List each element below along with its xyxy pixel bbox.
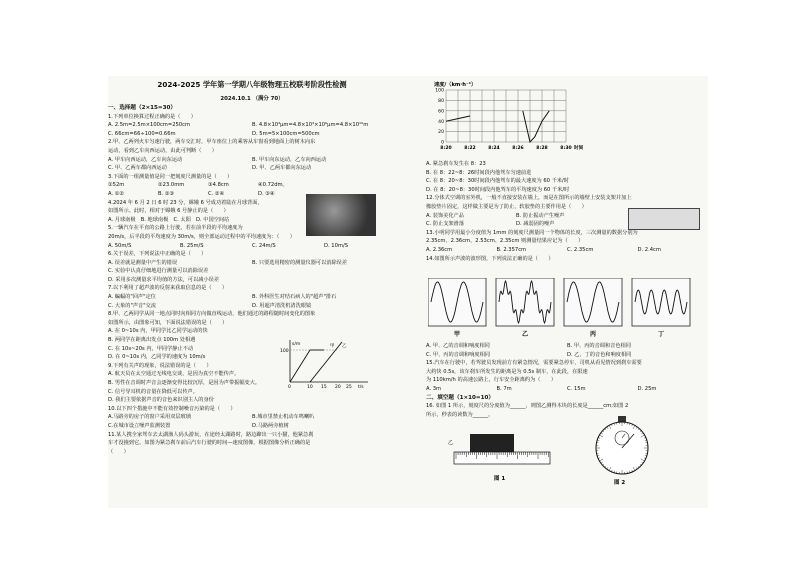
- question-16: 16. 如图 1 所示，刻度尺的分度值为______，则图乙测得木块的长度是______cm;如图 2: [426, 403, 629, 410]
- question-7: 7.以下利用了超声波的反射来获取信息的是（ ）: [108, 285, 228, 292]
- y-tick: 100: [280, 349, 289, 354]
- question-8: 8.甲、乙两同学从同一地点同时向相同方向做直线运动，他们通过的路程随时间变化的图象: [108, 311, 316, 318]
- series-yi-line: [310, 342, 342, 382]
- option: C. ②④: [208, 190, 225, 197]
- item: ④0.72dm。: [258, 182, 288, 189]
- y-tick-label: 60: [438, 109, 444, 115]
- option: C. 66cm=66÷100=0.66m: [108, 130, 176, 137]
- option: B. 两同学在距离出发点 100m 处相遇: [108, 337, 196, 344]
- option: C. 大象的"声音"交流: [108, 302, 157, 309]
- question-13-options: [426, 246, 708, 255]
- option: C. 在 8：20~8：30时间段内他驾车的最大速度为 60 千米/时: [426, 178, 569, 185]
- option: B. 4.8×10⁴μm=4.8×10⁴×10⁶μm=4.8×10¹⁰m: [252, 122, 369, 129]
- option: C. 防止支架滑落: [426, 221, 465, 228]
- waveform-figures: [428, 278, 698, 340]
- option: C.在城市设立噪声监测装置: [108, 422, 171, 429]
- option: B. 男性在音调时声音会逐渐变得比较沉厚，是因为声带振幅变大。: [108, 380, 261, 386]
- question-11: 11.某人携全家驾车去太湖渔人码头游玩，在途经太湖路时，路边蹿出一只小猫，他紧急刹: [108, 431, 314, 438]
- exam-sheet: [108, 76, 708, 508]
- option: B. 在 8：22~8：26时间段内他驾车匀速前进: [426, 169, 532, 176]
- question-8-cont: 如图所示，由图象可知，下面说法错误的是（ ）: [108, 319, 228, 326]
- left-column: [108, 104, 396, 456]
- section-heading: 一、选择题（2×15=30）: [108, 105, 176, 111]
- option: A. 航天员在太空通过无线电交谈，是因为真空不能传声。: [108, 371, 240, 378]
- option: A. 2.5m=2.5m×100cm=250cm: [108, 122, 191, 129]
- stopwatch-figure: [582, 414, 662, 486]
- question-12: 12.分体式空调的室外机，一般不直接安装在墙上，而是在图所示的墙壁上安装支架并加上: [426, 195, 632, 202]
- waveform-label: 甲: [453, 331, 461, 338]
- figure-2-caption: 图 2: [614, 480, 626, 486]
- option: A. 蝙蝠的"回声"定位: [108, 294, 156, 301]
- option: B. 7m: [496, 385, 512, 392]
- option: D.马路两旁植树: [252, 422, 289, 429]
- option: D. 用超声清洗机清洗眼镜: [252, 302, 312, 309]
- x-tick-label: 8:30: [560, 146, 572, 151]
- question-4: 4.2024 年 6 月 2 日 6 时 23 分，嫦娥 6 号成功着陆在月球背面，: [108, 199, 263, 206]
- question-4-options: A. 月球南极 B. 地球南极 C. 太阳 D. 中国空间站: [108, 216, 230, 223]
- option: D. 5m=5×100cm=500cm: [252, 130, 320, 137]
- question-13-cont: 2.35cm、2.36cm、2.53cm、2.35cm 则测量结果应记为（ ）: [426, 238, 584, 245]
- chart-title: 速度/（km·h⁻¹）: [434, 82, 477, 88]
- question-5: 5.一辆汽车在平直的公路上行驶，若在前半段的平均速度为: [108, 225, 243, 232]
- distance-time-graph: [280, 338, 372, 388]
- x-axis-suffix: 时间: [574, 146, 584, 151]
- question-2-options: [108, 156, 396, 165]
- question-15-cont: 为 110km/h 的高速公路上，行车安全距离约为（ ）: [426, 377, 557, 384]
- item: ①52m: [108, 182, 125, 189]
- y-axis-label: s/m: [292, 342, 301, 347]
- y-tick-label: 0: [441, 140, 444, 146]
- question-6-options: [108, 259, 396, 268]
- y-tick-label: 80: [438, 99, 444, 104]
- option: C. 24m/S: [252, 242, 276, 249]
- x-tick-label: 8:26: [512, 146, 524, 151]
- option: B. 甲、丙的音调和音色相同: [567, 343, 631, 349]
- x-tick: 15: [321, 385, 327, 388]
- question-1-options: [108, 121, 396, 130]
- x-tick-label: 8:28: [536, 146, 548, 151]
- question-5-options: [108, 242, 396, 251]
- question-13: 13.小明同学用最小分度值为 1mm 的刻度尺测量同一个物体的长度，三次测量的数据分别为: [426, 229, 638, 236]
- option: D. 在 0~10s 内，乙同学的速度为 10m/s: [108, 354, 206, 361]
- question-11-cont: 车才没撞到它。如图为紧急刹车前后汽车行驶的时间—速度图像，根据图像分析正确的是: [108, 440, 311, 447]
- x-tick-label: 8:20: [440, 146, 452, 151]
- x-axis-label: t/s: [358, 385, 364, 388]
- question-10-options: [108, 422, 396, 431]
- option: C. 在 10s~20s 内，甲同学静止不动: [108, 345, 194, 352]
- x-tick-label: 8:24: [488, 146, 500, 151]
- option: A. 紧急刹车发生在 8：23: [426, 161, 486, 167]
- waveform-label: 乙: [521, 331, 529, 338]
- item: ②23.0mm: [158, 182, 185, 189]
- option: C. 实验中认真仔细地进行测量可以消除误差: [108, 268, 209, 275]
- option: C. 信号导耳机的音量在降低可以传声。: [108, 388, 198, 395]
- option: D. 10m/S: [324, 242, 348, 249]
- series-jia-rise: [290, 350, 310, 382]
- question-7-options: [108, 293, 396, 302]
- question-1-options: [108, 130, 396, 139]
- option: D. 甲、乙两车都向东运动: [252, 165, 312, 172]
- option: B. 外科医生对结石病人的"超声"排石: [252, 294, 337, 301]
- chart-series: [446, 111, 549, 142]
- option: B. 2.357cm: [496, 246, 527, 253]
- question-5-cont: 20m/s，后半段的平均速度为 30m/s，则全部运动过程中的平均速度为：（ ）: [108, 233, 295, 240]
- series-line: [523, 111, 549, 142]
- option: D. ③④: [258, 190, 275, 197]
- section-heading: 二、填空题（1×10=10）: [426, 394, 494, 401]
- air-conditioner-bracket-figure: [628, 208, 700, 230]
- question-4-cont: 如图所示。此时，相对于嫦娥 6 号静止的是（ ）: [108, 208, 229, 215]
- lunar-landing-photo: [306, 194, 376, 236]
- y-tick-label: 100: [435, 88, 444, 94]
- question-12-options: [426, 220, 606, 229]
- option: A. 2.36cm: [426, 246, 453, 253]
- chart-tick-labels: [435, 88, 583, 151]
- option: B.城市里禁止机动车鸣喇叭: [252, 414, 315, 421]
- page-subtitle: 2024.10.1 （满分 70）: [220, 96, 284, 102]
- option: B. 25m/S: [180, 242, 204, 249]
- x-tick: 25: [346, 385, 352, 388]
- option: B. 只要选用精密的测量仪器可以消除误差: [252, 259, 348, 266]
- waveform-label: 丙: [589, 331, 597, 338]
- option: D. 减弱固的噪声: [516, 221, 555, 228]
- option: D. 在 8：20~8：30时间段内他驾车的平均速度为 60 千米/时: [426, 186, 570, 193]
- question-1: 1.下列单位换算过程正确的是（ ）: [108, 113, 196, 120]
- right-column-lower: [426, 342, 708, 419]
- option: A. ①②: [108, 190, 125, 197]
- option: D. 2.4cm: [637, 246, 661, 253]
- x-tick: 20: [335, 385, 341, 388]
- x-tick: 10: [307, 385, 313, 388]
- wooden-block: [470, 434, 514, 452]
- option: A.马路旁的房子的窗户采用双层玻璃: [108, 414, 191, 421]
- option: B. ②③: [158, 190, 175, 197]
- series-label-yi: 乙: [342, 344, 347, 349]
- question-2-cont: 运动，看到乙车向西运动，由此可判断（ ）: [108, 147, 217, 154]
- question-3-options: [108, 190, 308, 199]
- question-7-options: [108, 302, 396, 311]
- ruler-label: 乙: [448, 440, 454, 446]
- question-16-cont: 所示，秒表的读数为______。: [426, 411, 494, 418]
- option: B. 甲车向东运动，乙车向西运动: [252, 156, 327, 163]
- question-3: 3.下面的一组测量值是同一把刻度尺测量的是（ ）: [108, 173, 233, 180]
- speed-time-chart: [426, 78, 586, 158]
- waveform-label: 丁: [657, 331, 665, 338]
- ruler-figure: [448, 424, 558, 484]
- option: A. 甲车向西运动，乙车向东运动: [108, 156, 183, 163]
- question-2-options: [108, 164, 396, 173]
- question-14-options: [426, 342, 708, 351]
- option: A. 在 0~10s 内，甲同学比乙同学运动的快: [108, 328, 208, 335]
- question-2: 2.甲、乙两列火车匀速行驶，两车交汇时，甲车座位上的乘客从车窗看到地面上的树木向东: [108, 139, 316, 146]
- question-15: 15.汽车在行驶中，若驾驶员发现前方有紧急情况，需要紧急停车，司机从看见情况到刹车需要: [426, 360, 642, 367]
- option: A. 3m: [426, 385, 442, 392]
- y-tick-label: 40: [438, 119, 444, 125]
- series-label-jia: 甲: [330, 344, 335, 349]
- chart-grid: [446, 90, 566, 142]
- x-tick: 0: [288, 385, 291, 388]
- question-12-cont: 橡胶垫片固定，这样做主要是为了防止，软胶垫的主要作用是（ ）: [426, 203, 587, 210]
- option: D. 我们主要依据声音的音色来识别主人的身份: [108, 397, 214, 404]
- option: D. 25m: [637, 385, 657, 392]
- question-12-options: [426, 212, 606, 221]
- question-6: 6.关于误差，下列说法中正确的是（ ）: [108, 251, 207, 258]
- question-10: 10.以下四个措施中不能有效控制噪音污染的是（ ）: [108, 405, 236, 412]
- question-15-options: [426, 385, 708, 394]
- stopwatch-crown: [618, 416, 626, 422]
- option: C. 2.35cm: [567, 246, 594, 253]
- question-9: 9.下列有关声的现象，说法错误的是（ ）: [108, 362, 212, 369]
- option: A. 误差就是测量中产生的错误: [108, 259, 178, 266]
- question-3-items: [108, 181, 308, 190]
- option: D. 采用多次测量求平均值的方法，可以减小误差: [108, 276, 220, 283]
- figure-1-caption: 图 1: [494, 476, 506, 482]
- option: C. 15m: [567, 385, 586, 392]
- page-title: 2024-2025 学年第一学期八年级物理五校联考阶段性检测: [157, 80, 347, 89]
- question-15-cont: 大约快 0.5s，该车刹车所发生的距离是为 0.5s 制车，在此段，在限速: [426, 368, 588, 375]
- option: D. 乙、丁的音色和响度相同: [567, 351, 632, 358]
- option: A. 装饰美化产品: [426, 212, 464, 219]
- option: A. 50m/S: [108, 242, 132, 249]
- item: ③4.8cm: [208, 182, 229, 189]
- option: A. 甲、乙的音调和响度相同: [426, 343, 490, 349]
- question-11-cont: （ ）: [108, 448, 129, 455]
- x-tick-label: 8:22: [464, 146, 476, 151]
- option: B. 防止振动产生噪声: [516, 212, 565, 219]
- option: C. 甲、丙的音调和响度相同: [426, 351, 490, 358]
- y-tick-label: 20: [438, 130, 444, 136]
- question-14: 14.如图所示声波的波形图，下列说法正确的是（ ）: [426, 255, 554, 262]
- question-14-options: [426, 351, 708, 360]
- option: C. 甲、乙两车都向西运动: [108, 165, 167, 172]
- question-10-options: [108, 413, 396, 422]
